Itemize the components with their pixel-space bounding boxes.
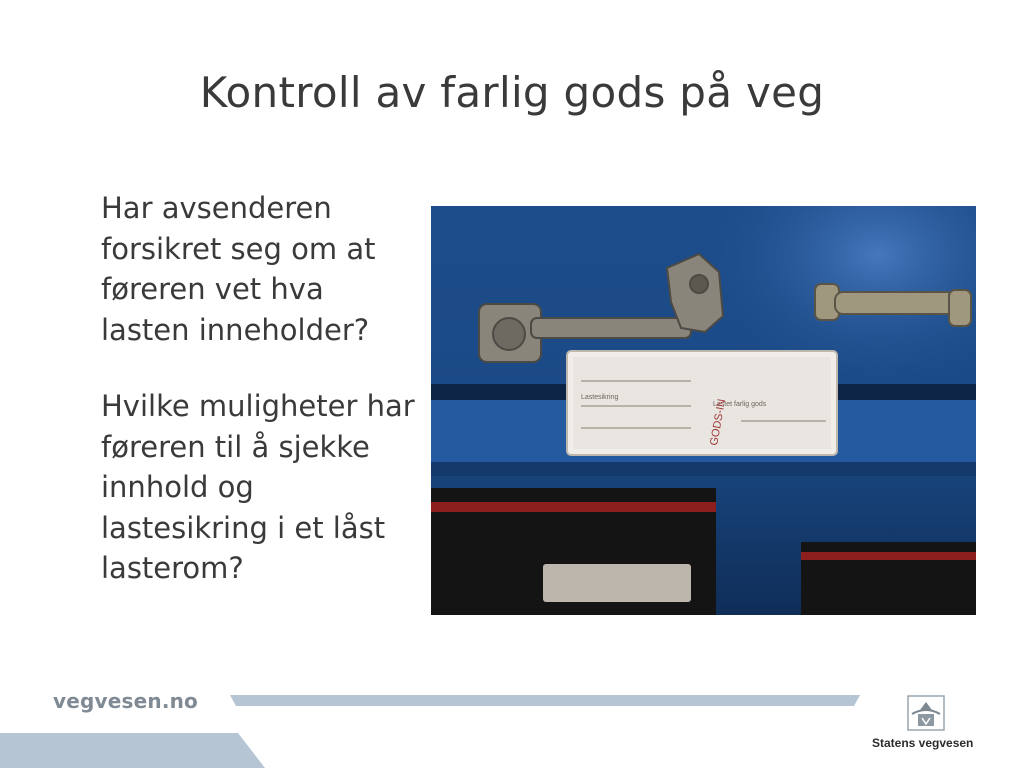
question-2: Hvilke muligheter har føreren til å sjekke innhold og lastesikring i et låst lasterom? [101, 389, 415, 585]
statens-vegvesen-logo [898, 694, 954, 734]
question-1: Har avsenderen forsikret seg om at føreren vet hva lasten inneholder? [101, 191, 376, 347]
footer-bar-top [230, 695, 860, 706]
envelope-heading: Lastet farlig gods [713, 401, 767, 408]
envelope-side-text: GODS-IN [708, 398, 729, 447]
slide-body [101, 188, 421, 625]
website-label: vegvesen.no [53, 689, 199, 713]
photo-illustration [431, 206, 976, 615]
slide-title: Kontroll av farlig gods på veg [199, 68, 825, 117]
footer-bar-bottom [0, 733, 265, 768]
truck-door-photo [431, 206, 976, 615]
envelope-subheading: Lastesikring [581, 394, 619, 401]
document-envelope [567, 351, 837, 455]
agency-name: Statens vegvesen [872, 736, 974, 750]
